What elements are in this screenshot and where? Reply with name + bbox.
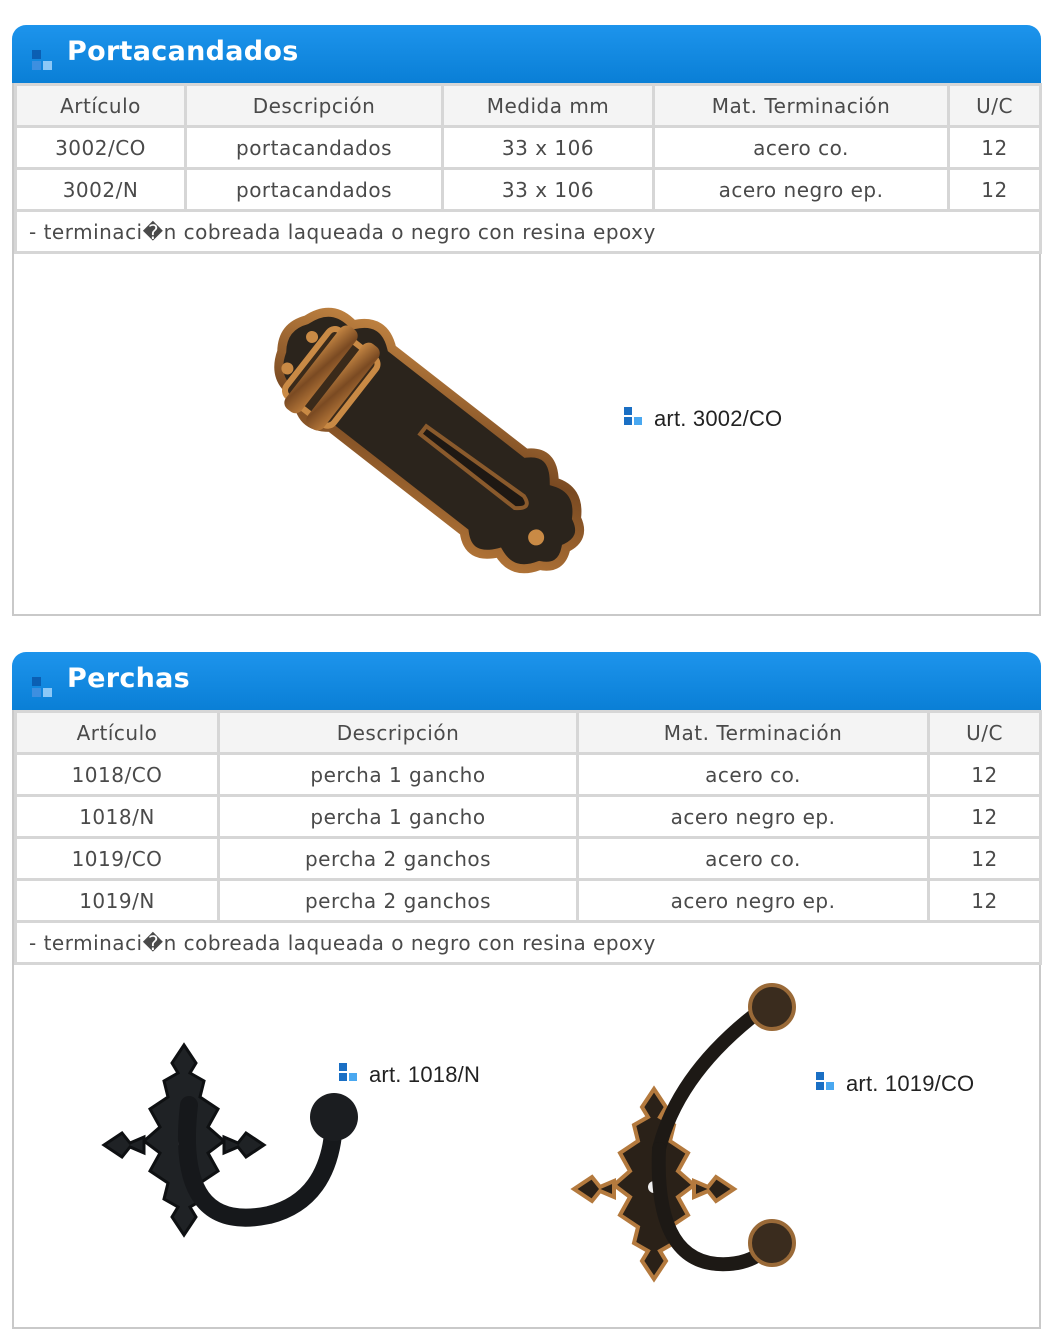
table-cell: 33 x 106: [443, 169, 654, 211]
table-header-row: [16, 712, 1041, 754]
caption-text: art. 1019/CO: [846, 1071, 975, 1096]
section-portacandados: [12, 25, 1041, 616]
table-cell: 12: [949, 127, 1041, 169]
column-header: Descripción: [186, 85, 443, 127]
table-cell: percha 1 gancho: [219, 796, 578, 838]
table-row: [16, 127, 1041, 169]
caption-bullet-icon: [816, 1072, 836, 1094]
table-header-row: [16, 85, 1041, 127]
column-header: Mat. Terminación: [578, 712, 929, 754]
table-cell: 3002/CO: [16, 127, 186, 169]
column-header: Medida mm: [443, 85, 654, 127]
double-hook-image: [544, 979, 824, 1319]
caption-bullet-icon: [339, 1063, 359, 1085]
table-row: [16, 754, 1041, 796]
table-cell: 1019/N: [16, 880, 219, 922]
section-header: [12, 652, 1041, 710]
finish-note: - terminaci�n cobreada laqueada o negro con resina epoxy: [16, 922, 1041, 964]
section-body: [12, 710, 1041, 1329]
caption-text: art. 1018/N: [369, 1062, 481, 1087]
table-cell: percha 2 ganchos: [219, 880, 578, 922]
product-image-area: [14, 254, 1039, 614]
product-caption: [624, 406, 782, 432]
table-cell: acero co.: [654, 127, 949, 169]
product-image-area: [14, 965, 1039, 1327]
section-perchas: [12, 652, 1041, 1329]
column-header: U/C: [929, 712, 1041, 754]
note-row: [16, 922, 1041, 964]
caption-bullet-icon: [624, 407, 644, 429]
product-table: [14, 710, 1042, 965]
product-table: [14, 83, 1042, 254]
column-header: Mat. Terminación: [654, 85, 949, 127]
column-header: U/C: [949, 85, 1041, 127]
column-header: Descripción: [219, 712, 578, 754]
single-hook-image: [84, 1025, 374, 1265]
note-row: [16, 211, 1041, 253]
table-cell: portacandados: [186, 127, 443, 169]
table-cell: acero negro ep.: [654, 169, 949, 211]
table-cell: 12: [929, 754, 1041, 796]
product-caption: [339, 1062, 480, 1088]
table-cell: acero co.: [578, 838, 929, 880]
section-title: Perchas: [67, 663, 191, 694]
table-cell: acero negro ep.: [578, 880, 929, 922]
table-cell: 12: [929, 880, 1041, 922]
table-cell: 33 x 106: [443, 127, 654, 169]
finish-note: - terminaci�n cobreada laqueada o negro con resina epoxy: [16, 211, 1041, 253]
table-cell: 12: [929, 796, 1041, 838]
table-cell: 1018/CO: [16, 754, 219, 796]
table-row: [16, 880, 1041, 922]
table-cell: 1018/N: [16, 796, 219, 838]
table-row: [16, 796, 1041, 838]
table-cell: percha 2 ganchos: [219, 838, 578, 880]
table-cell: percha 1 gancho: [219, 754, 578, 796]
section-header: [12, 25, 1041, 83]
caption-text: art. 3002/CO: [654, 406, 783, 431]
section-body: [12, 83, 1041, 616]
table-cell: acero negro ep.: [578, 796, 929, 838]
section-title: Portacandados: [67, 36, 299, 67]
table-row: [16, 838, 1041, 880]
table-row: [16, 169, 1041, 211]
column-header: Artículo: [16, 85, 186, 127]
product-caption: [816, 1071, 974, 1097]
column-header: Artículo: [16, 712, 219, 754]
table-cell: portacandados: [186, 169, 443, 211]
table-cell: 12: [929, 838, 1041, 880]
table-cell: 12: [949, 169, 1041, 211]
table-cell: acero co.: [578, 754, 929, 796]
table-cell: 1019/CO: [16, 838, 219, 880]
padlock-hasp-image: [214, 272, 634, 612]
table-cell: 3002/N: [16, 169, 186, 211]
